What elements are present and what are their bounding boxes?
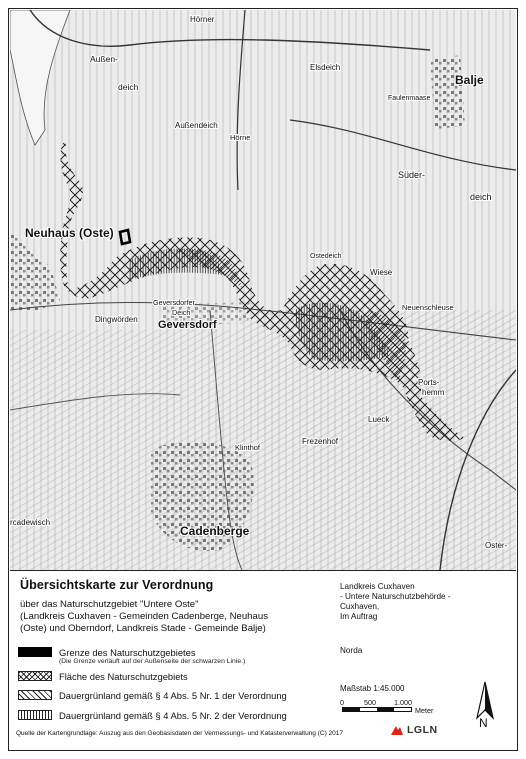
- map-place-label-portshemm2: hemm: [422, 388, 445, 397]
- legend-item-note: (Die Grenze verläuft auf der Außenseite der schwarzen Linie.): [59, 658, 246, 665]
- map-place-label-rcadewisch: rcadewisch: [10, 518, 51, 527]
- boundary-swatch: [18, 647, 52, 657]
- map-place-label-neuenschleuse: Neuenschleuse: [402, 303, 454, 312]
- north-label: N: [479, 716, 488, 730]
- map-place-label-faulenmaase: Faulenmaase: [388, 95, 431, 102]
- map-place-label-aussendeich: Außendeich: [175, 121, 218, 130]
- legend-item-grassland-nr1: [18, 690, 287, 701]
- authority-line: Landkreis Cuxhaven: [340, 582, 415, 591]
- legend-item-label: Dauergrünland gemäß § 4 Abs. 5 Nr. 2 der Verordnung: [59, 710, 287, 721]
- legend-item-label: Fläche des Naturschutzgebiets: [59, 671, 188, 682]
- scale-text: Maßstab 1:45.000: [340, 684, 405, 693]
- authority-line: Im Auftrag: [340, 612, 378, 621]
- subtitle-line: (Landkreis Cuxhaven - Gemeinden Cadenberge, Neuhaus: [20, 611, 268, 622]
- map-place-label-suederdeich: Süder-: [398, 170, 426, 180]
- map-place-label-ostedeich: Ostedeich: [310, 253, 342, 260]
- map-place-label-gevdeich2: Deich: [172, 308, 191, 317]
- legend-item-label: Dauergrünland gemäß § 4 Abs. 5 Nr. 1 der Verordnung: [59, 690, 287, 701]
- data-source-credit: Quelle der Kartengrundlage: Auszug aus den Geobasisdaten der Vermessungs- und Katasterverwaltung (C) 2017: [16, 730, 344, 737]
- map-place-label-elsdeich: Elsdeich: [310, 63, 341, 72]
- vertical-hatch-swatch: [18, 710, 52, 720]
- lgln-logo: [390, 724, 438, 736]
- balje-settlement: [430, 55, 465, 130]
- map-place-label-hoerne: Hörne: [230, 133, 251, 142]
- scale-tick: 1.000: [394, 698, 412, 707]
- subtitle-line: (Oste) und Oberndorf, Landkreis Stade - Gemeinde Balje): [20, 623, 266, 634]
- crosshatch-swatch: [18, 671, 52, 681]
- map-place-label-deich-n: deich: [118, 82, 139, 92]
- scale-tick: 0: [340, 698, 344, 707]
- map-place-label-neuhaus: Neuhaus (Oste): [25, 226, 114, 240]
- legend-label: [59, 647, 245, 666]
- map-place-label-geversdorf: Geversdorf: [158, 319, 217, 331]
- scale-tick: 500: [364, 698, 376, 707]
- authority-line: - Untere Naturschutzbehörde -: [340, 592, 451, 601]
- authority-line: Cuxhaven,: [340, 602, 380, 611]
- map-place-label-aussendeich-n: Außen-: [90, 54, 118, 64]
- map-place-label-cadenberge: Cadenberge: [180, 524, 250, 538]
- legend-panel: [10, 572, 516, 749]
- map-title: Übersichtskarte zur Verordnung: [20, 578, 214, 592]
- subtitle-line: über das Naturschutzgebiet "Untere Oste": [20, 599, 199, 610]
- legend-item-grassland-nr2: [18, 710, 287, 721]
- legend-item-boundary: [18, 647, 245, 666]
- map-place-label-lueck: Lueck: [368, 415, 390, 424]
- map-place-label-portshemm: Ports-: [418, 378, 440, 387]
- legend-item-area: [18, 671, 188, 682]
- map-place-label-hoerner: Hörner: [190, 15, 215, 24]
- north-arrow: [465, 680, 505, 735]
- scale-unit: Meter: [415, 706, 434, 715]
- map-canvas: [10, 10, 516, 570]
- map-subtitle: [20, 599, 340, 635]
- map-place-label-gevdeich: Geversdorfer: [153, 298, 195, 307]
- legend-item-label: Grenze des Naturschutzgebietes: [59, 647, 196, 658]
- map-place-label-oster: Oster-: [485, 541, 508, 550]
- map-place-label-frezenhof: Frezenhof: [302, 437, 339, 446]
- map-place-label-dingwoerden: Dingwörden: [95, 315, 138, 324]
- scale-bar: [342, 707, 412, 712]
- map-place-label-deich-s: deich: [470, 192, 492, 202]
- map-place-label-balje: Balje: [455, 73, 484, 87]
- overview-map: [10, 10, 516, 571]
- signature-place: Norda: [340, 646, 363, 655]
- lgln-mark-icon: [390, 724, 404, 736]
- authority-block: [340, 582, 510, 622]
- lgln-logo-text: LGLN: [407, 724, 438, 736]
- diagonal-hatch-swatch: [18, 690, 52, 700]
- map-place-label-wiese: Wiese: [370, 268, 393, 277]
- map-place-label-klinthof: Klinthof: [235, 443, 261, 452]
